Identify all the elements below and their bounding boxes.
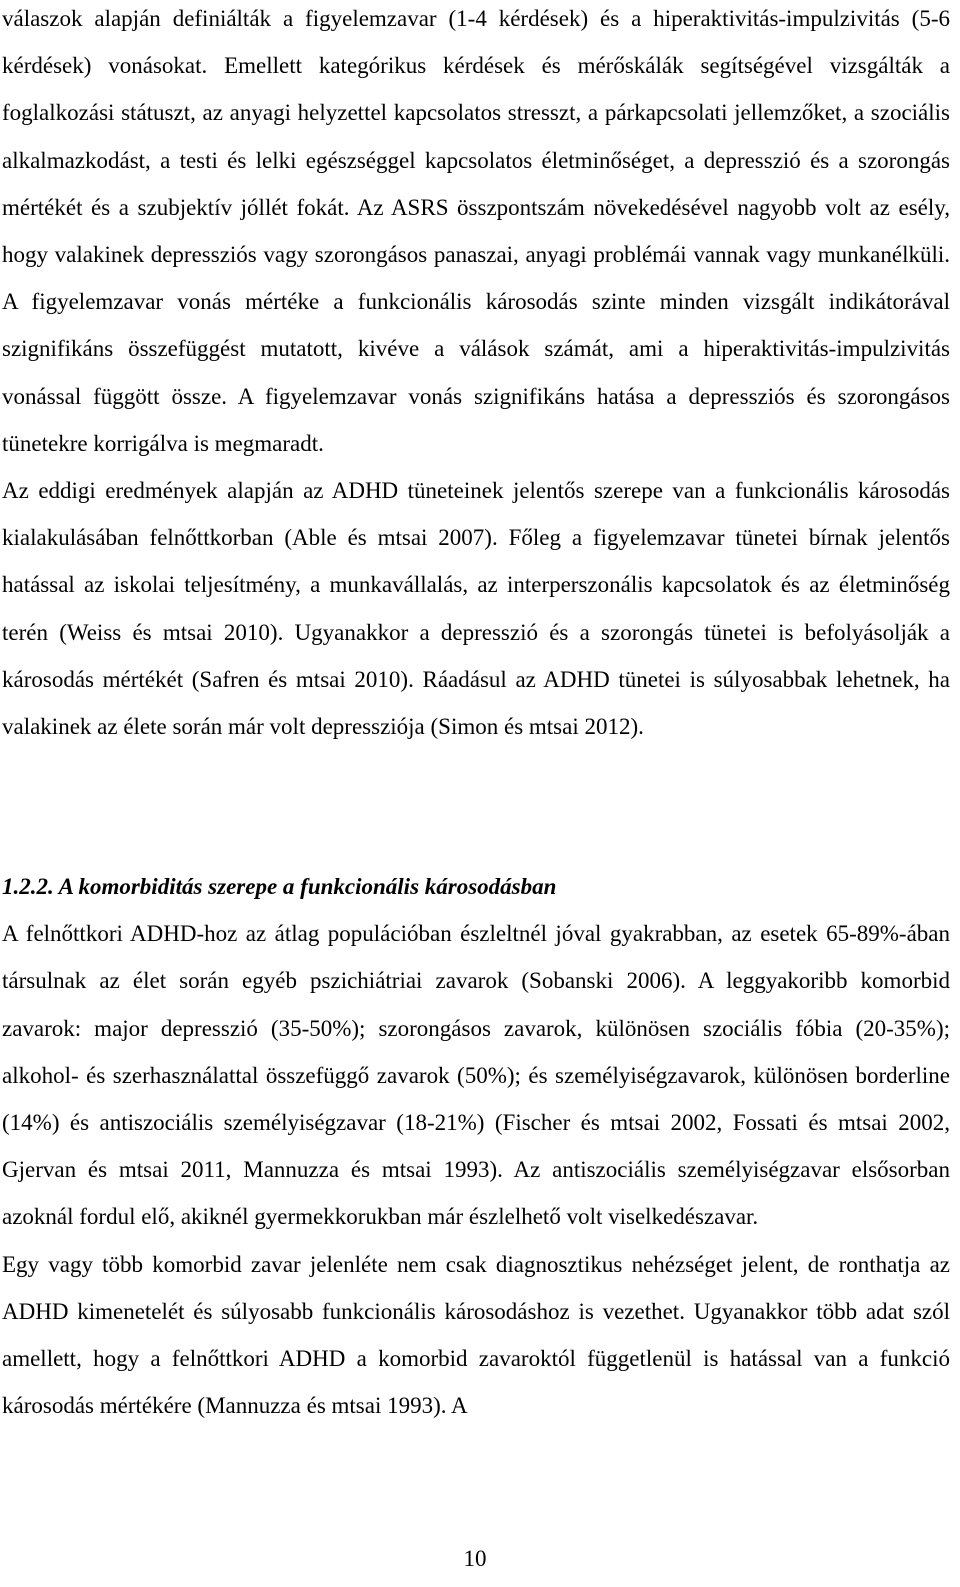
page-number: 10: [463, 1546, 487, 1571]
paragraph-previous-results: Az eddigi eredmények alapján az ADHD tüneteinek jelentős szerepe van a funkcionális károsodás kialakulásában felnőttkorban (Able és mtsai 2007). Főleg a figyelemzavar tünetei bírnak jelentős hatással az iskolai teljesítmény, a munkavállalás, az interperszonális kapcsolatok és az életminőség terén (Weiss és mtsai 2010). Ugyanakkor a depresszió és a szorongás tünetei is befolyásolják a károsodás mértékét (Safren és mtsai 2010). Ráadásul az ADHD tünetei is súlyosabbak lehetnek, ha valakinek az élete során már volt depressziója (Simon és mtsai 2012).: [2, 478, 950, 740]
body-text-top: [2, 0, 950, 750]
section-comorbidity: [2, 863, 950, 1429]
section-heading: 1.2.2. A komorbiditás szerepe a funkcionális károsodásban: [2, 874, 557, 899]
paragraph-comorbidity-impact: Egy vagy több komorbid zavar jelenléte nem csak diagnosztikus nehézséget jelent, de ronthatja az ADHD kimenetelét és súlyosabb funkcionális károsodáshoz is vezethet. Ugyanakkor több adat szól amellett, hogy a felnőttkori ADHD a komorbid zavaroktól függetlenül is hatással van a funkció károsodás mértékére (Mannuzza és mtsai 1993). A: [2, 1251, 950, 1419]
paragraph-asrs-results: válaszok alapján definiálták a figyelemzavar (1-4 kérdések) és a hiperaktivitás-impulzivitás (5-6 kérdések) vonásokat. Emellett kategórikus kérdések és mérőskálák segítségével vizsgálták a foglalkozási státuszt, az anyagi helyzettel kapcsolatos stresszt, a párkapcsolati jellemzőket, a szociális alkalmazkodást, a testi és lelki egészséggel kapcsolatos életminőséget, a depresszió és a szorongás mértékét és a szubjektív jóllét fokát. Az ASRS összpontszám növekedésével nagyobb volt az esély, hogy valakinek depressziós vagy szorongásos panaszai, anyagi problémái vannak vagy munkanélküli. A figyelemzavar vonás mértéke a funkcionális károsodás szinte minden vizsgált indikátorával szignifikáns összefüggést mutatott, kivéve a válások számát, ami a hiperaktivitás-impulzivitás vonással függött össze. A figyelemzavar vonás szignifikáns hatása a depressziós és szorongásos tünetekre korrigálva is megmaradt.: [2, 6, 950, 456]
paragraph-comorbid-disorders: A felnőttkori ADHD-hoz az átlag populációban észleltnél jóval gyakrabban, az esetek 65-89%-ában társulnak az élet során egyéb pszichiátriai zavarok (Sobanski 2006). A leggyakoribb komorbid zavarok: major depresszió (35-50%); szorongásos zavarok, különösen szociális fóbia (20-35%); alkohol- és szerhasználattal összefüggő zavarok (50%); és személyiségzavarok, különösen borderline (14%) és antiszociális személyiségzavar (18-21%) (Fischer és mtsai 2002, Fossati és mtsai 2002, Gjervan és mtsai 2011, Mannuzza és mtsai 1993). Az antiszociális személyiségzavar elsősorban azoknál fordul elő, akiknél gyermekkorukban már észlelhető volt viselkedészavar.: [2, 921, 950, 1230]
